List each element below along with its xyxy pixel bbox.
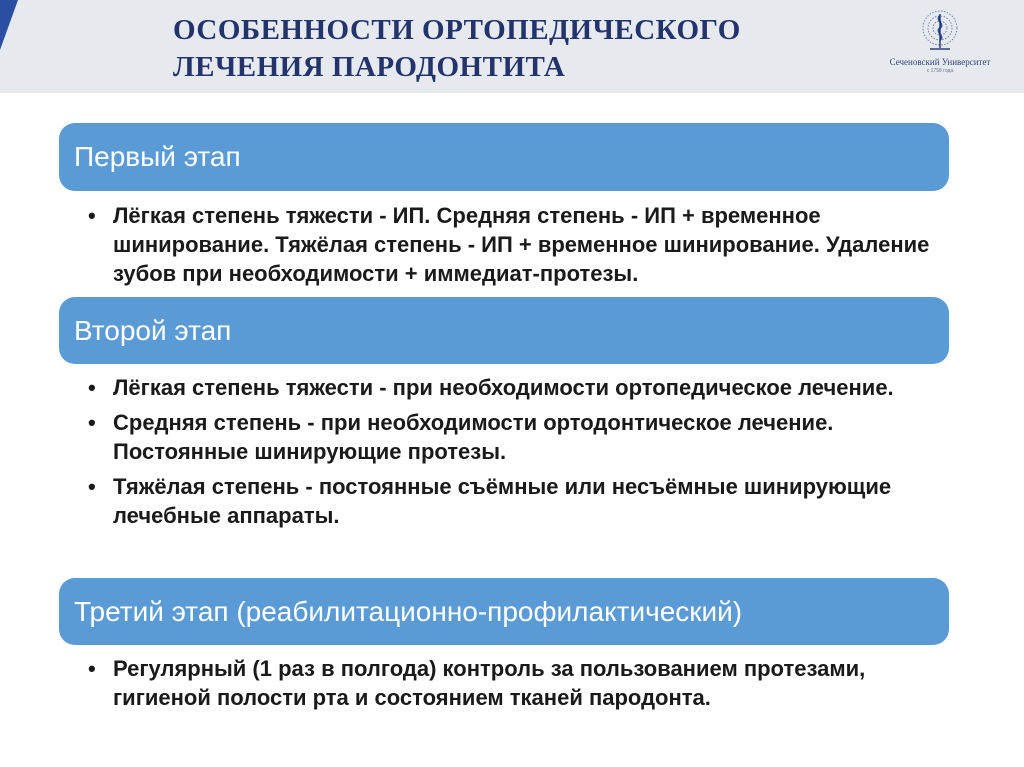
stage-3-title: Третий этап (реабилитационно-профилактический) xyxy=(74,595,743,627)
stage-2-bar xyxy=(59,297,949,364)
list-item-text: Тяжёлая степень - постоянные съёмные или несъёмные шинирующие лечебные аппараты. xyxy=(113,474,892,528)
page-title xyxy=(173,12,873,86)
stage-1-bar xyxy=(59,123,949,191)
bullet-icon: • xyxy=(88,656,96,681)
page-title-line-2: ЛЕЧЕНИЯ ПАРОДОНТИТА xyxy=(173,51,566,83)
list-item-text: Лёгкая степень тяжести - ИП. Средняя степень - ИП + временное шинирование. Тяжёлая степень - ИП + временное шинирование. Удаление зубов при необходимости + иммедиат-протезы. xyxy=(113,203,930,286)
university-logo xyxy=(876,8,1004,84)
bullet-icon: • xyxy=(88,474,96,499)
corner-accent xyxy=(0,0,18,50)
list-item xyxy=(88,472,948,530)
logo-text: Сеченовский Университет xyxy=(889,57,991,67)
page-title-line-1: ОСОБЕННОСТИ ОРТОПЕДИЧЕСКОГО xyxy=(173,14,741,46)
logo-subtext: с 1758 года xyxy=(926,68,954,74)
stage-2-title: Второй этап xyxy=(74,314,232,346)
list-item xyxy=(88,373,948,402)
list-item xyxy=(88,654,948,712)
stage-1-list xyxy=(88,201,948,294)
bullet-icon: • xyxy=(88,375,96,400)
stage-3-list xyxy=(88,654,948,718)
list-item-text: Регулярный (1 раз в полгода) контроль за пользованием протезами, гигиеной полости рта и состоянием тканей пародонта. xyxy=(113,656,866,710)
bullet-icon: • xyxy=(88,410,96,435)
list-item-text: Средняя степень - при необходимости ортодонтическое лечение. Постоянные шинирующие протезы. xyxy=(113,410,834,464)
list-item xyxy=(88,201,948,288)
stage-3-bar xyxy=(59,578,949,645)
stage-2-list xyxy=(88,373,948,536)
list-item-text: Лёгкая степень тяжести - при необходимости ортопедическое лечение. xyxy=(113,375,894,400)
list-item xyxy=(88,408,948,466)
university-tree-logo-icon xyxy=(910,8,970,56)
bullet-icon: • xyxy=(88,203,96,228)
stage-1-title: Первый этап xyxy=(74,141,241,172)
